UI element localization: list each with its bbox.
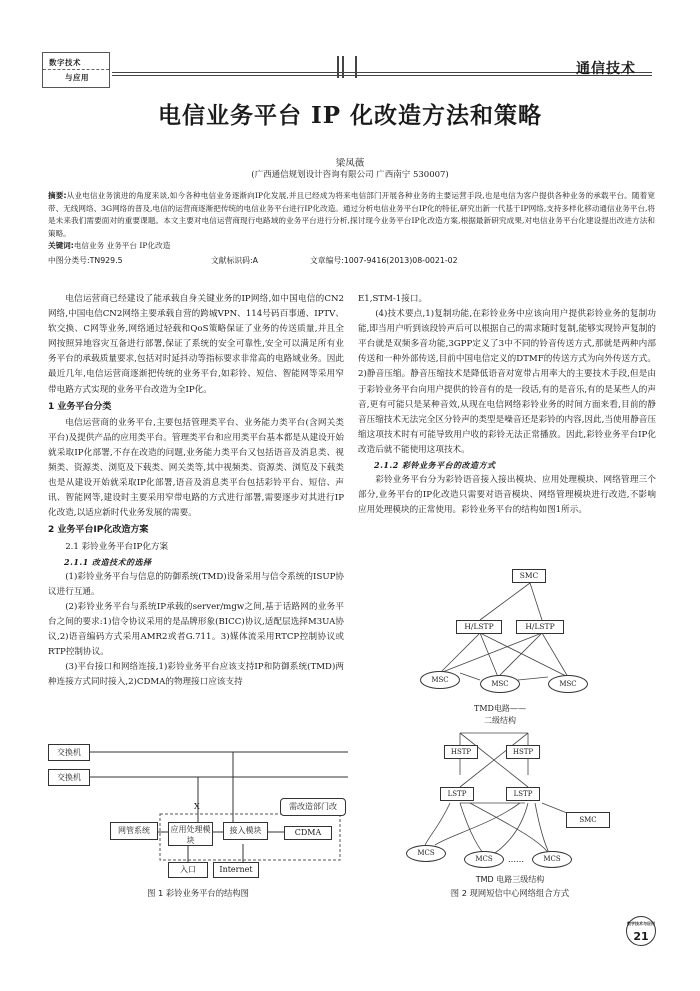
msc-node: MSC <box>420 671 460 689</box>
figure-1 <box>48 740 348 905</box>
hlstp-box: H/LSTP <box>456 620 502 634</box>
article-number: 文章编号:1007-9416(2013)08-0021-02 <box>310 256 458 265</box>
figure-2 <box>380 565 640 905</box>
mcs-node: MCS <box>464 851 504 868</box>
internet-box: Internet <box>213 862 259 878</box>
page-title: 电信业务平台 IP 化改造方法和策略 <box>157 102 543 129</box>
header-rule <box>112 75 652 76</box>
figure-1-caption: 图 1 彩铃业务平台的结构图 <box>147 888 249 898</box>
column-left <box>48 292 344 690</box>
doc-code: 文献标识码:A <box>211 256 258 265</box>
paragraph: 彩铃业务平台分为彩铃语音接入接出模块、应用处理模块、网络管理三个部分,业务平台的IP化改造只需要对语音模块、网络管理模块进行改造,不影响应用处理模块的正常使用。彩铃业务平台的结构如图1所示。 <box>358 475 656 516</box>
x-mark: X <box>194 802 200 811</box>
page-number: 21 <box>633 930 649 943</box>
paragraph: E1,STM-1接口。 <box>358 294 428 304</box>
page-number-badge <box>626 916 656 946</box>
affiliation: (广西通信规划设计咨询有限公司 广西南宁 530007) <box>251 170 449 180</box>
entry-box: 入口 <box>168 862 208 878</box>
logo-line2: 与应用 <box>65 73 89 82</box>
section-heading: 2 业务平台IP化改造方案 <box>48 525 149 536</box>
paragraph: 电信运营商已经建设了能承载自身关键业务的IP网络,如中国电信的CN2网络,中国电信CN2网络主要承载自营的跨城VPN、114号码百事通、IPTV、软交换、C网等业务,网络通过轻载和QoS策略保证了业务的传送质量,并且全网按照异地容灾互备进行部署,保证了系统的安全可靠性,安全可以满足所有业务平台的承载质量要求,包括对时延抖动等指标要求非常高的电路域业务。因此最近几年,电信运营商逐渐把传统的业务平台,如彩铃、短信、智能网等采用窄带电路方式实现的业务平台改造为全IP化。 <box>48 294 344 395</box>
hstp-box: HSTP <box>506 745 540 759</box>
smc-box: SMC <box>566 812 610 828</box>
switch-box: 交换机 <box>48 769 90 786</box>
cdma-box: CDMA <box>284 826 332 840</box>
paragraph: (4)技术要点,1)复制功能,在彩铃业务中应该向用户提供彩铃业务的复制功能,即当用户听到该段铃声后可以根据自己的需求随时复制,能够实现铃声复制的平台就是双频多音功能,3GPP定义了3中不同的铃音传送方式,那就是两种内部传送和一种外部传送,目前中国电信定义的DTMF的传送方式为向外传送方式。2)静音压缩。静音压缩技术是降低语音对宽带占用率大的主要技术手段,但是由于彩铃业务平台向用户提供的铃音有的是一段话,有的是音乐,有的是某些人的声音,更有可能只是某种音效,从现在电信网络彩铃业务的时间方面来看,目前的静音压缩技术无法完全区分铃声的类型是噪音还是彩铃的内容,因此,当使用静音压缩这项技术时有可能导致用户收的彩铃无法正常播放。因此,彩铃业务平台IP化改造后就不能使用这项技术。 <box>358 309 656 455</box>
access-box: 接入模块 <box>223 822 268 840</box>
logo-line1: 数字技术 <box>49 58 81 67</box>
lstp-box: LSTP <box>440 787 474 801</box>
subtitle-two-level: TMD电路—— <box>474 704 526 713</box>
subtitle-two-level: 二级结构 <box>484 716 516 725</box>
paragraph: 电信运营商的业务平台,主要包括管理类平台、业务能力类平台(含网关类平台)及提供产品的应用类平台。管理类平台和应用类平台基本都是从建设开始就采取IP化部署,不存在改造的问题,业务能力类平台又包括语音及消息类、视频类、资源类、浏览及下载类、网关类等,其中视频类、资源类、浏览及下载类也是从建设开始就采取IP化部署,语音及消息类平台包括彩铃平台、短信、声讯、智能网等,建设时主要采用窄带电路的方式进行部署,需要逐步对其进行IP化改造,以适应新时代业务发展的需要。 <box>48 417 344 519</box>
paragraph: (3)平台接口和网络连接,1)彩铃业务平台应该支持IP和防御系统(TMD)两种连接方式同时接入,2)CDMA的物理接口应该支持 <box>48 662 344 688</box>
abstract-label: 摘要: <box>48 191 67 200</box>
subsubsection-heading: 2.1.1 改造技术的选择 <box>64 556 152 567</box>
abstract <box>48 190 655 253</box>
msc-node: MSC <box>480 675 520 693</box>
section-label: 通信技术 <box>576 61 636 77</box>
page-badge-text: 数字技术与应用 <box>627 921 655 926</box>
subsubsection-heading: 2.1.2 彩铃业务平台的改造方式 <box>374 460 496 471</box>
clc-number: 中图分类号:TN929.5 <box>48 256 123 265</box>
keywords-label: 关键词: <box>48 241 74 250</box>
subtitle-three-level: TMD 电路三级结构 <box>475 875 545 884</box>
mcs-node: MCS <box>532 851 572 868</box>
smc-box: SMC <box>512 569 546 583</box>
abstract-text: 从业电信业务演进的角度来谈,如今各种电信业务逐渐向IP化发展,并且已经成为将来电信部门开展各种业务的主要运营手段,也是电信为客户提供各种业务的承载平台。随着宽带、无线网络、3G网络的普及,电信的运营商逐渐把传统的电信业务平台进行IP化改造。通过分析电信业务平台IP化的特征,研究出新一代基于IP网络,支持多样化移动通信业务平台,将是未来我们需要面对的重要课题。本文主要对电信运营商现行电路域的业务平台进行分析,探讨现今业务平台IP化改造方案,根据最新研究成果,对电信业务平台化建设提出改进方法和策略。 <box>48 191 655 238</box>
hlstp-box: H/LSTP <box>516 620 564 634</box>
app-box: 应用处理模块 <box>168 822 213 846</box>
paragraph: (2)彩铃业务平台与系统IP承载的server/mgw之间,基于话路网的业务平台之间的要求:1)信令协议采用的是品牌形象(BICC)协议,适配层选择M3UA协议,2)语音编码方式采用AMR2或者G.711。3)媒体流采用RTCP控制协议或RTP控制协议。 <box>48 601 344 658</box>
column-right <box>358 292 656 518</box>
journal-logo <box>42 52 110 88</box>
msc-node: MSC <box>548 675 588 693</box>
switch-box: 交换机 <box>48 744 90 761</box>
subsection-heading: 2.1 彩铃业务平台IP化方案 <box>65 541 169 552</box>
hstp-box: HSTP <box>444 745 478 759</box>
section-heading: 1 业务平台分类 <box>48 401 112 412</box>
header-divider-icon <box>337 56 361 78</box>
keywords: 电信业务 业务平台 IP化改造 <box>73 241 171 250</box>
lstp-box: LSTP <box>506 787 540 801</box>
ellipsis: …… <box>508 855 524 864</box>
mcs-node: MCS <box>406 845 446 862</box>
note-box: 需改造部门改 <box>280 798 346 816</box>
header-rule <box>112 72 652 73</box>
paragraph: (1)彩铃业务平台与信息的防御系统(TMD)设备采用与信令系统的ISUP协议进行互通。 <box>48 571 344 597</box>
author: 梁凤薇 <box>335 158 365 169</box>
nms-box: 网管系统 <box>110 822 158 840</box>
figure-2-caption: 图 2 现网短信中心网络组合方式 <box>450 888 570 898</box>
